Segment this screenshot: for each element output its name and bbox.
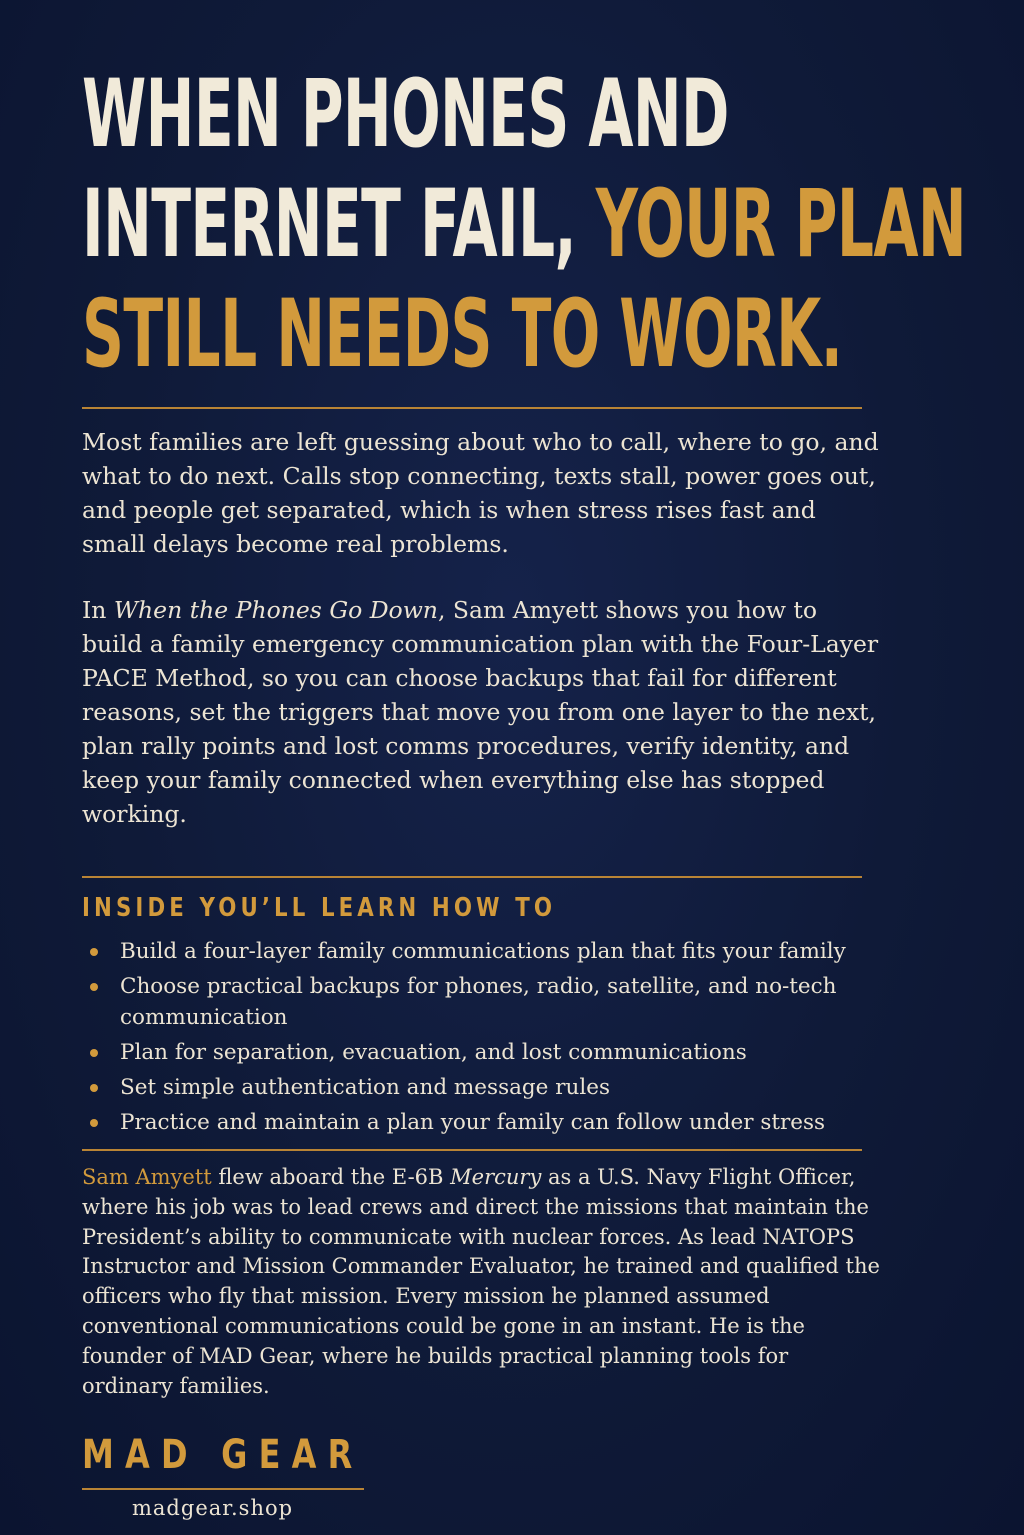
list-item	[82, 1107, 902, 1138]
bullet-dot-icon	[90, 1119, 98, 1127]
list-item-text: Practice and maintain a plan your family can follow under stress	[120, 1110, 826, 1135]
list-item-text: Set simple authentication and message rules	[120, 1075, 610, 1100]
list-item	[82, 1072, 902, 1103]
headline	[82, 60, 967, 390]
brand-divider	[82, 1488, 364, 1490]
headline-line-1: WHEN PHONES AND	[82, 60, 729, 169]
divider-top	[82, 407, 862, 409]
list-item	[82, 936, 902, 967]
learn-heading: INSIDE YOU’LL LEARN HOW TO	[82, 893, 557, 923]
learn-list	[82, 936, 902, 1142]
description-paragraph	[82, 593, 882, 831]
intro-paragraph: Most families are left guessing about who to call, where to go, and what to do next. Calls stop connecting, texts stall, power goes out, and people get separated, which is when stress rises fast and small delays become real problems.	[82, 428, 879, 558]
bullet-dot-icon	[90, 1084, 98, 1092]
headline-line-2-accent: YOUR PLAN	[595, 170, 967, 279]
bullet-dot-icon	[90, 948, 98, 956]
headline-line-2-start: INTERNET FAIL,	[82, 170, 596, 279]
list-item-text: Build a four-layer family communications plan that fits your family	[120, 939, 846, 964]
description-prefix: In	[82, 596, 114, 624]
bullet-dot-icon	[90, 983, 98, 991]
author-bio-part-1: flew aboard the E-6B	[211, 1165, 451, 1189]
list-item-text: Choose practical backups for phones, radio, satellite, and no-tech communication	[120, 974, 837, 1030]
list-item	[82, 1037, 902, 1068]
website-url: madgear.shop	[132, 1496, 294, 1520]
list-item-text: Plan for separation, evacuation, and lost communications	[120, 1040, 747, 1065]
author-bio	[82, 1163, 882, 1401]
bullet-dot-icon	[90, 1049, 98, 1057]
author-name: Sam Amyett	[82, 1165, 212, 1189]
book-title: When the Phones Go Down	[113, 596, 438, 624]
list-item	[82, 971, 902, 1033]
author-bio-part-2: as a U.S. Navy Flight Officer, where his job was to lead crews and direct the missions that maintain the President’s ability to communicate with nuclear forces. As lead NATOPS Instructor and Mission Commander Evaluator, he trained and qualified the officers who fly that mission. Every mission he planned assumed conventional communications could be gone in an instant. He is the founder of MAD Gear, where he builds practical planning tools for ordinary families.	[82, 1165, 880, 1398]
description-body: , Sam Amyett shows you how to build a family emergency communication plan with the Four-Layer PACE Method, so you can choose backups that fail for different reasons, set the triggers that move you from one layer to the next, plan rally points and lost comms procedures, verify identity, and keep your family connected when everything else has stopped working.	[82, 596, 879, 828]
headline-line-3-accent: STILL NEEDS TO WORK.	[82, 280, 843, 389]
divider-bottom	[82, 1149, 862, 1151]
aircraft-name: Mercury	[450, 1165, 542, 1189]
divider-middle	[82, 876, 862, 878]
brand-logo: MAD GEAR	[82, 1432, 364, 1478]
